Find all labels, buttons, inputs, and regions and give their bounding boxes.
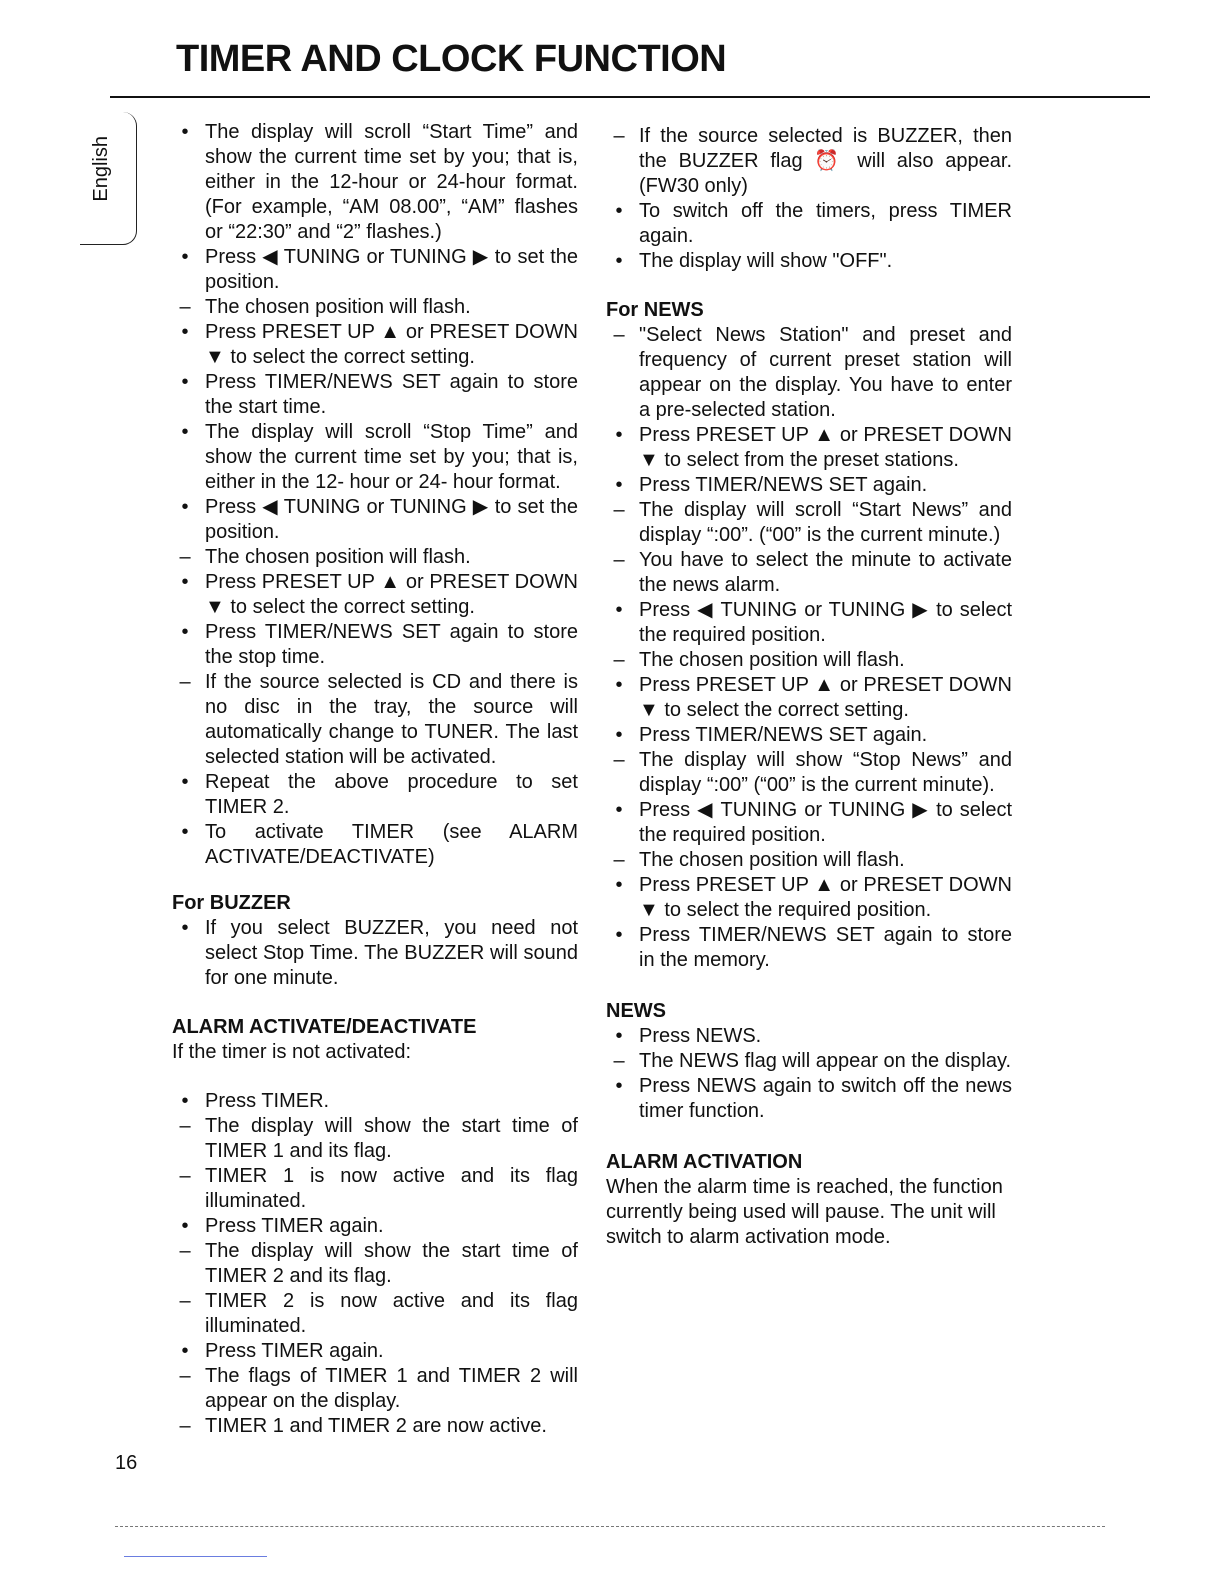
list-item-text: The display will scroll “Start News” and display “:00”. (“00” is the current minute.) xyxy=(639,499,1012,546)
list-item-text: Press NEWS again to switch off the news timer function. xyxy=(639,1075,1012,1122)
right-column xyxy=(606,124,1012,1250)
bullet-marker: • xyxy=(181,496,189,518)
list-item xyxy=(172,495,578,545)
dash-marker: – xyxy=(179,546,191,568)
dash-marker: – xyxy=(179,1115,191,1137)
list-item-text: The display will show the start time of TIMER 2 and its flag. xyxy=(205,1240,578,1287)
dash-marker: – xyxy=(613,649,625,671)
list-item xyxy=(606,923,1012,973)
list-item-text: Press TIMER/NEWS SET again to store in the memory. xyxy=(639,924,1012,971)
list-item-text: The display will scroll “Start Time” and show the current time set by you; that is, either in the 12-hour or 24-hour format. (For example, “AM 08.00”, “AM” flashes or “22:30” and “2” flashes.) xyxy=(205,121,578,243)
page-title: TIMER AND CLOCK FUNCTION xyxy=(176,38,727,80)
dash-marker: – xyxy=(613,549,625,571)
list-item xyxy=(172,916,578,991)
list-item xyxy=(172,570,578,620)
list-item-text: Press TIMER/NEWS SET again to store the stop time. xyxy=(205,621,578,668)
list-item-text: TIMER 1 is now active and its flag illuminated. xyxy=(205,1165,578,1212)
list-item-text: The chosen position will flash. xyxy=(205,296,471,318)
dash-marker: – xyxy=(613,849,625,871)
dash-marker: – xyxy=(179,1415,191,1437)
list-item xyxy=(172,1414,578,1439)
list-item-text: Press ◀ TUNING or TUNING ▶ to set the position. xyxy=(205,496,578,543)
list-item xyxy=(172,545,578,570)
bullet-marker: • xyxy=(181,371,189,393)
list-item xyxy=(606,323,1012,423)
buzzer-list xyxy=(172,916,578,991)
list-item xyxy=(606,748,1012,798)
list-item-text: Press ◀ TUNING or TUNING ▶ to set the position. xyxy=(205,246,578,293)
bullet-marker: • xyxy=(615,674,623,696)
dash-marker: – xyxy=(613,125,625,147)
list-item xyxy=(172,245,578,295)
language-tab-label: English xyxy=(90,136,112,202)
bullet-marker: • xyxy=(181,121,189,143)
for-news-heading: For NEWS xyxy=(606,299,704,321)
bullet-marker: • xyxy=(615,724,623,746)
list-item-text: The chosen position will flash. xyxy=(639,649,905,671)
bullet-marker: • xyxy=(181,246,189,268)
timer-off-list xyxy=(606,124,1012,274)
bullet-marker: • xyxy=(181,917,189,939)
list-item xyxy=(606,548,1012,598)
alarm-activate-list xyxy=(172,1089,578,1439)
list-item-text: The NEWS flag will appear on the display. xyxy=(639,1050,1012,1072)
title-divider xyxy=(110,96,1150,98)
list-item-text: Press PRESET UP ▲ or PRESET DOWN ▼ to select the required position. xyxy=(639,874,1012,921)
bullet-marker: • xyxy=(181,1340,189,1362)
news-list xyxy=(606,1024,1012,1124)
list-item-text: Press ◀ TUNING or TUNING ▶ to select the required position. xyxy=(639,599,1012,646)
list-item xyxy=(606,498,1012,548)
bullet-marker: • xyxy=(615,250,623,272)
list-item-text: Press TIMER/NEWS SET again. xyxy=(639,724,928,746)
list-item-text: Press PRESET UP ▲ or PRESET DOWN ▼ to select the correct setting. xyxy=(639,674,1012,721)
bullet-marker: • xyxy=(181,821,189,843)
dash-marker: – xyxy=(179,1290,191,1312)
list-item xyxy=(606,798,1012,848)
list-item xyxy=(172,770,578,820)
list-item xyxy=(172,820,578,870)
list-item xyxy=(172,1114,578,1164)
dash-marker: – xyxy=(179,1365,191,1387)
list-item xyxy=(172,670,578,770)
list-item-text: "Select News Station" and preset and frequency of current preset station will appear on the display. You have to enter a pre-selected station. xyxy=(639,324,1012,421)
bullet-marker: • xyxy=(615,424,623,446)
list-item xyxy=(606,598,1012,648)
bullet-marker: • xyxy=(615,874,623,896)
bullet-marker: • xyxy=(181,621,189,643)
list-item xyxy=(172,620,578,670)
dash-marker: – xyxy=(179,296,191,318)
list-item xyxy=(606,199,1012,249)
list-item xyxy=(172,1339,578,1364)
list-item xyxy=(606,873,1012,923)
list-item xyxy=(606,423,1012,473)
language-tab xyxy=(80,112,137,245)
alarm-activate-intro: If the timer is not activated: xyxy=(172,1041,411,1063)
list-item xyxy=(606,673,1012,723)
scan-artifact-line xyxy=(115,1526,1105,1527)
list-item-text: The display will show the start time of TIMER 1 and its flag. xyxy=(205,1115,578,1162)
list-item-text: TIMER 2 is now active and its flag illuminated. xyxy=(205,1290,578,1337)
list-item-text: To activate TIMER (see ALARM ACTIVATE/DEACTIVATE) xyxy=(205,821,578,868)
list-item xyxy=(172,295,578,320)
bullet-marker: • xyxy=(615,1075,623,1097)
list-item xyxy=(172,1089,578,1114)
left-column xyxy=(172,120,578,1439)
list-item-text: Press PRESET UP ▲ or PRESET DOWN ▼ to select the correct setting. xyxy=(205,321,578,368)
list-item-text: Press TIMER/NEWS SET again to store the start time. xyxy=(205,371,578,418)
list-item xyxy=(172,1289,578,1339)
bullet-marker: • xyxy=(181,771,189,793)
list-item-text: To switch off the timers, press TIMER again. xyxy=(639,200,1012,247)
for-news-list xyxy=(606,323,1012,973)
list-item xyxy=(172,320,578,370)
list-item-text: Press TIMER again. xyxy=(205,1340,384,1362)
list-item-text: Press TIMER/NEWS SET again. xyxy=(639,474,928,496)
alarm-activate-heading: ALARM ACTIVATE/DEACTIVATE xyxy=(172,1016,477,1038)
list-item-text: Press PRESET UP ▲ or PRESET DOWN ▼ to select the correct setting. xyxy=(205,571,578,618)
intro-list xyxy=(172,120,578,870)
list-item-text: If the source selected is CD and there is no disc in the tray, the source will automatically change to TUNER. The last selected station will be activated. xyxy=(205,671,578,768)
list-item-text: Press TIMER again. xyxy=(205,1215,384,1237)
bullet-marker: • xyxy=(615,474,623,496)
list-item xyxy=(172,1364,578,1414)
list-item-text: The display will scroll “Stop Time” and show the current time set by you; that is, either in the 12- hour or 24- hour format. xyxy=(205,421,578,493)
list-item xyxy=(606,648,1012,673)
bullet-marker: • xyxy=(615,599,623,621)
list-item-text: Press NEWS. xyxy=(639,1025,762,1047)
list-item xyxy=(172,1214,578,1239)
list-item xyxy=(172,120,578,245)
list-item xyxy=(606,1049,1012,1074)
dash-marker: – xyxy=(179,671,191,693)
alarm-activation-heading: ALARM ACTIVATION xyxy=(606,1151,803,1173)
list-item-text: Repeat the above procedure to set TIMER 2. xyxy=(205,771,578,818)
list-item-text: If you select BUZZER, you need not select Stop Time. The BUZZER will sound for one minute. xyxy=(205,917,578,989)
list-item-text: You have to select the minute to activate the news alarm. xyxy=(639,549,1012,596)
list-item xyxy=(606,1074,1012,1124)
list-item-text: Press PRESET UP ▲ or PRESET DOWN ▼ to select from the preset stations. xyxy=(639,424,1012,471)
list-item-text: If the source selected is BUZZER, then the BUZZER flag ⏰ will also appear. (FW30 only) xyxy=(639,125,1012,197)
list-item xyxy=(606,124,1012,199)
bullet-marker: • xyxy=(615,799,623,821)
list-item-text: TIMER 1 and TIMER 2 are now active. xyxy=(205,1415,547,1437)
list-item xyxy=(606,473,1012,498)
alarm-activation-text: When the alarm time is reached, the function currently being used will pause. The unit will switch to alarm activation mode. xyxy=(606,1176,1003,1248)
list-item-text: Press TIMER. xyxy=(205,1090,330,1112)
bullet-marker: • xyxy=(615,200,623,222)
list-item xyxy=(172,1164,578,1214)
list-item xyxy=(606,848,1012,873)
list-item-text: Press ◀ TUNING or TUNING ▶ to select the required position. xyxy=(639,799,1012,846)
list-item-text: The display will show "OFF". xyxy=(639,250,893,272)
bullet-marker: • xyxy=(181,421,189,443)
list-item xyxy=(172,370,578,420)
list-item-text: The flags of TIMER 1 and TIMER 2 will appear on the display. xyxy=(205,1365,578,1412)
news-heading: NEWS xyxy=(606,1000,666,1022)
dash-marker: – xyxy=(179,1165,191,1187)
bullet-marker: • xyxy=(615,924,623,946)
scan-artifact-underline xyxy=(124,1556,267,1557)
list-item xyxy=(172,1239,578,1289)
dash-marker: – xyxy=(179,1240,191,1262)
bullet-marker: • xyxy=(181,571,189,593)
page-number: 16 xyxy=(115,1452,138,1474)
list-item xyxy=(172,420,578,495)
dash-marker: – xyxy=(613,1050,625,1072)
dash-marker: – xyxy=(613,499,625,521)
bullet-marker: • xyxy=(181,1090,189,1112)
list-item-text: The chosen position will flash. xyxy=(639,849,905,871)
dash-marker: – xyxy=(613,749,625,771)
list-item xyxy=(606,1024,1012,1049)
list-item xyxy=(606,249,1012,274)
bullet-marker: • xyxy=(181,1215,189,1237)
list-item xyxy=(606,723,1012,748)
list-item-text: The display will show “Stop News” and display “:00” (“00” is the current minute). xyxy=(639,749,1012,796)
bullet-marker: • xyxy=(615,1025,623,1047)
list-item-text: The chosen position will flash. xyxy=(205,546,471,568)
dash-marker: – xyxy=(613,324,625,346)
bullet-marker: • xyxy=(181,321,189,343)
buzzer-heading: For BUZZER xyxy=(172,892,291,914)
